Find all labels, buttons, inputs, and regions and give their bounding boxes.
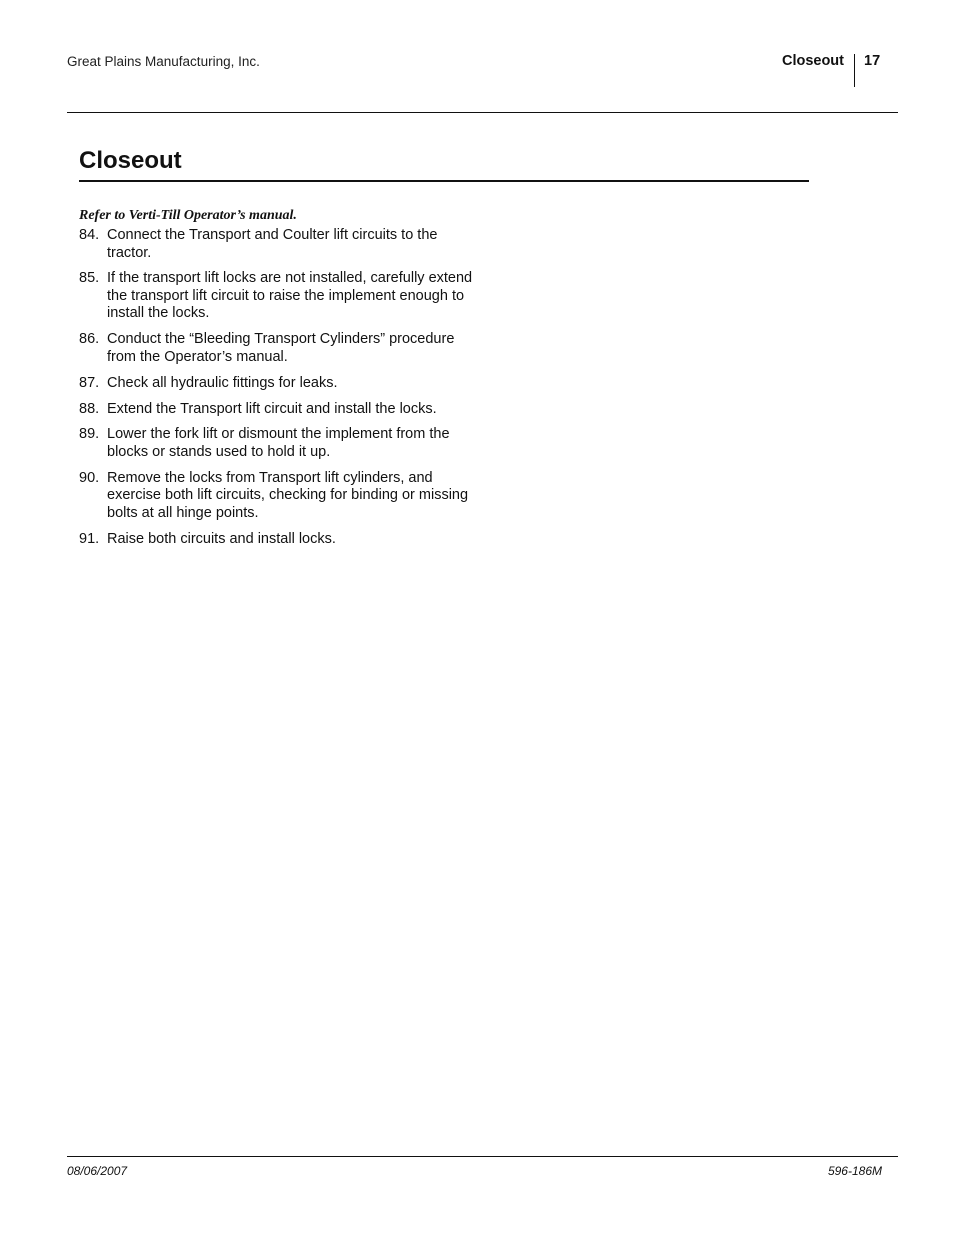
company-name: Great Plains Manufacturing, Inc. [67, 54, 260, 69]
step-number: 85. [79, 270, 100, 287]
step-number: 88. [79, 400, 100, 417]
footer-rule [67, 1156, 898, 1157]
header-divider [854, 54, 855, 87]
list-item [79, 470, 479, 523]
page-title: Closeout [79, 147, 182, 174]
header-rule [67, 112, 898, 113]
step-number: 89. [79, 426, 100, 443]
list-item [79, 426, 479, 461]
step-text: Check all hydraulic fittings for leaks. [107, 374, 338, 391]
step-text: If the transport lift locks are not installed, carefully extend the transport lift circuit to raise the implement enough to install the locks. [107, 270, 473, 322]
list-item [79, 375, 479, 393]
step-number: 84. [79, 227, 100, 243]
footer-date: 08/06/2007 [67, 1164, 128, 1178]
title-rule [79, 180, 809, 182]
reference-note: Refer to Verti-Till Operator’s manual. [79, 208, 297, 223]
step-text: Lower the fork lift or dismount the implement from the blocks or stands used to hold it up. [107, 426, 450, 460]
step-number: 87. [79, 374, 100, 391]
step-text: Conduct the “Bleeding Transport Cylinders” procedure from the Operator’s manual. [107, 331, 455, 365]
list-item [79, 270, 479, 323]
steps-list [79, 227, 479, 557]
step-number: 90. [79, 469, 100, 486]
step-number: 91. [79, 530, 100, 547]
list-item [79, 401, 479, 419]
list-item [79, 227, 479, 262]
step-text: Extend the Transport lift circuit and install the locks. [107, 400, 437, 417]
step-text: Remove the locks from Transport lift cylinders, and exercise both lift circuits, checking for binding or missing bolts at all hinge points. [107, 469, 469, 521]
list-item [79, 331, 479, 366]
step-text: Raise both circuits and install locks. [107, 530, 336, 547]
page-number: 17 [864, 53, 881, 69]
step-number: 86. [79, 331, 100, 348]
header-section-title: Closeout [781, 53, 844, 69]
document-code: 596-186M [827, 1164, 882, 1178]
list-item [79, 531, 479, 549]
step-text: Connect the Transport and Coulter lift circuits to the tractor. [107, 227, 438, 261]
